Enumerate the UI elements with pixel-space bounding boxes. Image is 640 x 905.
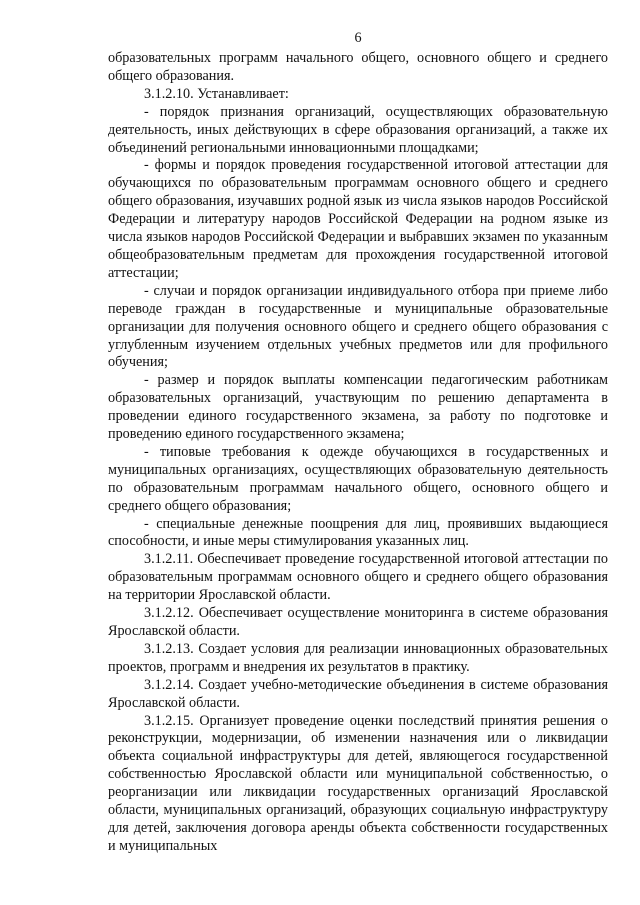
clause-3-1-2-13: 3.1.2.13. Создает условия для реализации инновационных образовательных проектов, программ и внедрения их результатов в практику. [108, 640, 608, 675]
clause-3-1-2-10-heading: 3.1.2.10. Устанавливает: [144, 85, 289, 102]
list-item-final-attestation: - формы и порядок проведения государственной итоговой аттестации для обучающихся по образовательным программам основного общего и среднего общего образования, изучавших родной язык из числа языков народов Российской Федерации и литературу народов Российской Федерации на родном языке из числа языков народов Российской Федерации и выбравших экзамен по указанным общеобразовательным предметам для прохождения государственной итоговой аттестации; [108, 157, 608, 281]
clause-3-1-2-15: 3.1.2.15. Организует проведение оценки последствий принятия решения о реконструкции, модернизации, об изменении назначения или о ликвидации объекта социальной инфраструктуры для детей, являющегося государственной собственностью Ярославской области или муниципальной собственностью, о реорганизации или ликвидации государственных организаций Ярославской области, муниципальных организаций, образующих социальную инфраструктуру для детей, заключения договора аренды объекта собственности государственных и муниципальных [108, 712, 608, 854]
list-item-clothing-requirements: - типовые требования к одежде обучающихся в государственных и муниципальных организациях, осуществляющих образовательную деятельность по образовательным программам начального общего, основного общего и среднего общего образования; [108, 443, 608, 514]
clause-3-1-2-12: 3.1.2.12. Обеспечивает осуществление мониторинга в системе образования Ярославской области. [108, 605, 608, 639]
list-item-special-incentives: - специальные денежные поощрения для лиц, проявивших выдающиеся способности, и иные меры стимулирования указанных лиц. [108, 515, 608, 550]
list-item-compensation: - размер и порядок выплаты компенсации педагогическим работникам образовательных организаций, участвующим по решению департамента в проведении единого государственного экзамена, за работу по подготовке и проведению единого государственного экзамена; [108, 372, 608, 443]
page-number: 6 [354, 30, 362, 46]
list-item-individual-selection: - случаи и порядок организации индивидуального отбора при приеме либо переводе граждан в государственные и муниципальные образовательные организации для получения основного общего и среднего общего образования с углубленным изучением отдельных учебных предметов или для профильного обучения; [108, 282, 608, 371]
paragraph-continuation: образовательных программ начального общего, основного общего и среднего общего образования. [108, 50, 608, 84]
clause-3-1-2-11: 3.1.2.11. Обеспечивает проведение государственной итоговой аттестации по образовательным программам основного общего и среднего общего образования на территории Ярославской области. [108, 551, 608, 604]
list-item-innovation-sites: - порядок признания организаций, осуществляющих образовательную деятельность, иных действующих в сфере образования организаций, а также их объединений региональными инновационными площадками; [108, 103, 608, 156]
document-page [108, 30, 608, 856]
clause-3-1-2-14: 3.1.2.14. Создает учебно-методические объединения в системе образования Ярославской области. [108, 676, 608, 711]
